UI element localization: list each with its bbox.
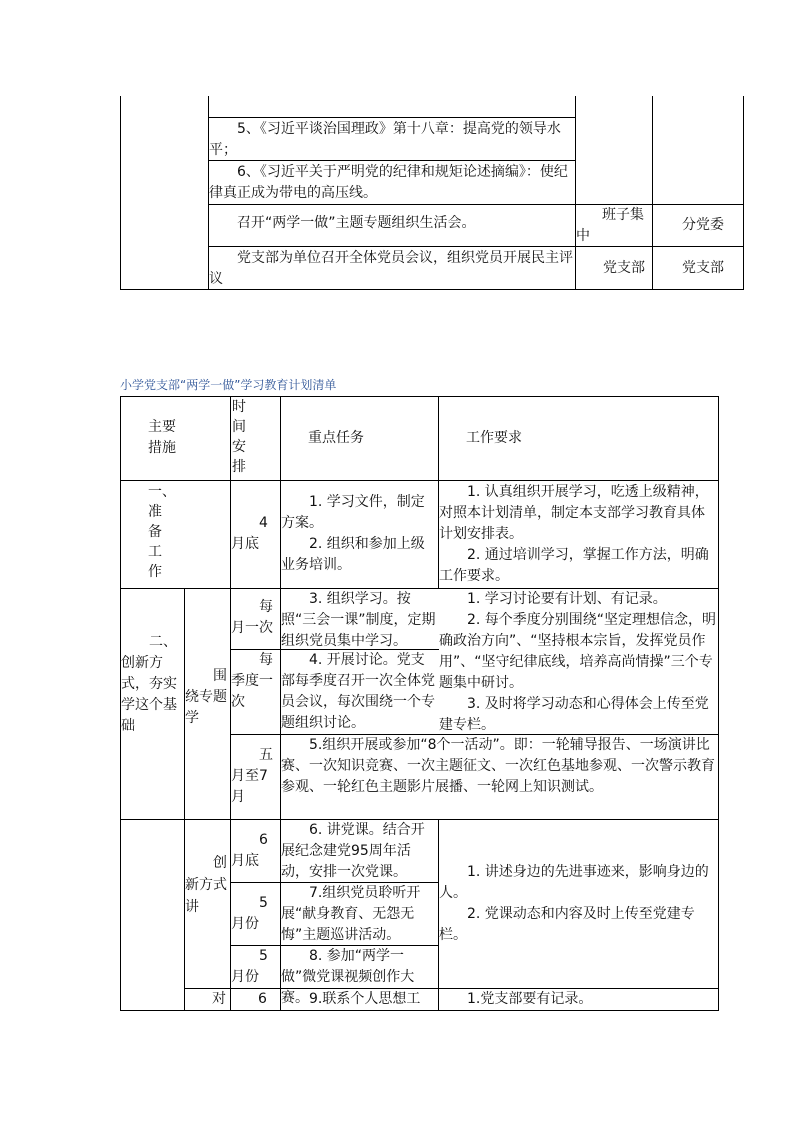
section3-row1-time: 6月底 (231, 832, 268, 869)
section4-time: 6 (258, 991, 267, 1007)
upper-row-3-form: 班子集中 (576, 207, 644, 244)
table-caption: 小学党支部“两学一做”学习教育计划清单 (120, 378, 337, 392)
section1-time: 4月底 (231, 515, 268, 552)
header-tasks: 重点任务 (308, 430, 364, 446)
section3-row1-task: 6. 讲党课。结合开展纪念建党95周年活动，安排一次党课。 (281, 822, 425, 880)
section2-row1-task: 3. 组织学习。按照“三会一课”制度，定期组织党员集中学习。 (281, 591, 436, 649)
upper-row-3-content: 召开“两学一做”主题专题组织生活会。 (237, 215, 476, 231)
section2-merged-text: 5.组织开展或参加“8个一活动”。即：一轮辅导报告、一场演讲比赛、一次知识竞赛、一次主题征文、一次红色基地参观、一次警示教育参观、一轮红色主题影片展播、一轮网上知识测试。 (281, 737, 715, 795)
section4-requirement: 1.党支部要有记录。 (467, 991, 593, 1007)
section2-requirement-2: 2. 每个季度分别围绕“坚定理想信念，明确政治方向”、“坚持根本宗旨，发挥党员作用”、“坚守纪律底线，培养高尚情操”三个专题集中研讨。 (439, 612, 717, 691)
header-measures: 主要措施 (148, 419, 176, 456)
upper-row-1-content: 5、《习近平谈治国理政》第十八章：提高党的领导水平； (209, 121, 561, 158)
section2-merged-time: 五月至7月 (231, 747, 273, 805)
section2-requirement-1: 1. 学习讨论要有计划、有记录。 (467, 591, 667, 607)
section3-row2-time: 5月份 (231, 895, 268, 932)
section1-task-2: 2. 组织和参加上级业务培训。 (281, 536, 425, 573)
section3-sub: 创新方式讲 (185, 855, 227, 915)
upper-row-4-content: 党支部为单位召开全体党员会议，组织党员开展民主评议 (209, 250, 573, 287)
section3-row3-task: 8. 参加“两学一做”微党课视频创作大赛。 (281, 948, 415, 1006)
section1-requirement-2: 2. 通过培训学习，掌握工作方法，明确工作要求。 (439, 547, 709, 584)
section3-row3-time: 5月份 (231, 948, 268, 985)
section3-requirement-2: 2. 党课动态和内容及时上传至党建专栏。 (439, 906, 695, 943)
section1-label: 一、准备工作 (148, 484, 176, 580)
section4-sub: 对 (212, 991, 226, 1007)
section2-requirement-3: 3. 及时将学习动态和心得体会上传至党建专栏。 (439, 696, 709, 733)
upper-row-2-content: 6、《习近平关于严明党的纪律和规矩论述摘编》：使纪律真正成为带电的高压线。 (209, 164, 568, 201)
header-time: 时间安排 (232, 399, 246, 475)
section4-task: 9.联系个人思想工 (309, 991, 421, 1007)
section3-requirement-1: 1. 讲述身边的先进事迹来，影响身边的人。 (439, 864, 709, 901)
upper-row-4-org: 党支部 (682, 260, 724, 276)
section2-row2-task: 4. 开展讨论。党支部每季度召开一次全体党员会议，每次围绕一个专题组织讨论。 (281, 652, 435, 731)
section2-label: 二、创新方式，夯实学这个基础 (121, 634, 177, 734)
section2-sub: 围绕专题学 (185, 668, 227, 726)
section1-requirement-1: 1. 认真组织开展学习，吃透上级精神，对照本计划清单，制定本支部学习教育具体计划安排表。 (439, 484, 709, 542)
section3-row2-task: 7.组织党员聆听开展“献身教育、无怨无悔”主题巡讲活动。 (281, 885, 421, 943)
section1-task-1: 1. 学习文件，制定方案。 (281, 494, 425, 531)
section2-row2-time: 每季度一次 (231, 652, 273, 710)
header-requirements: 工作要求 (466, 430, 522, 446)
upper-row-4-form: 党支部 (603, 260, 645, 276)
upper-row-3-org: 分党委 (682, 217, 724, 233)
section2-row1-time: 每月一次 (231, 599, 273, 636)
